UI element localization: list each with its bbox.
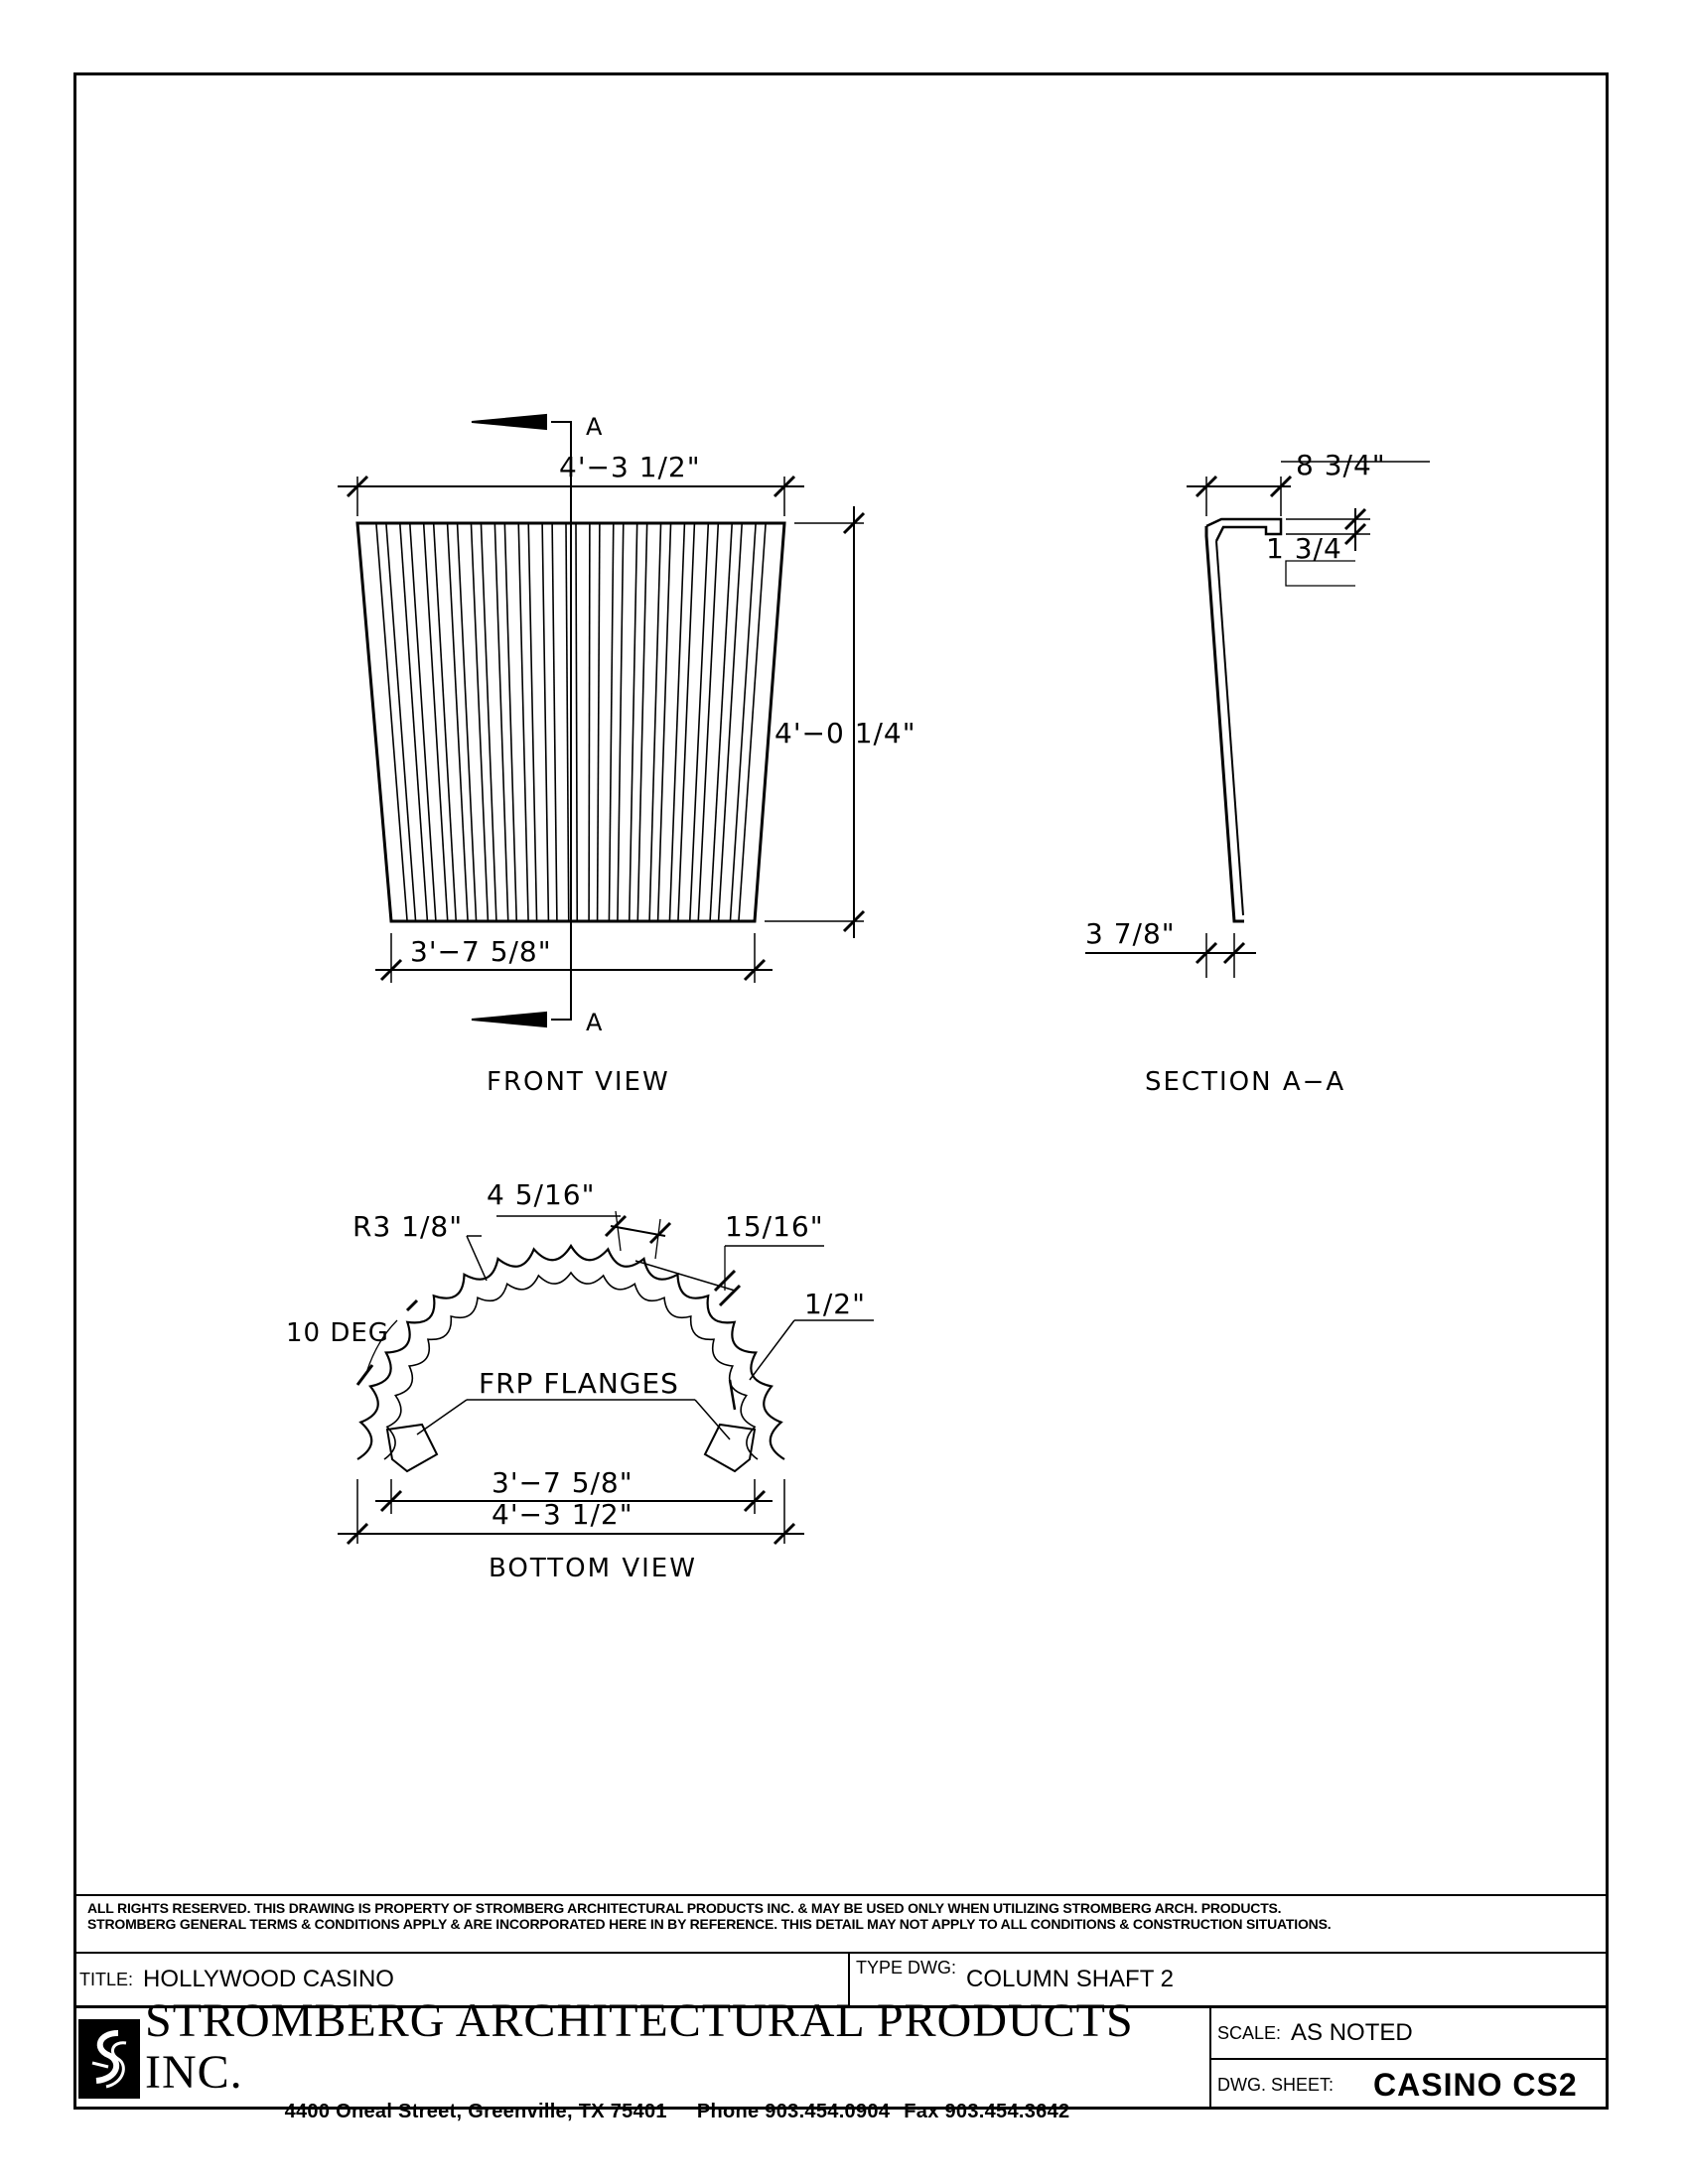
section-marker-top: A bbox=[586, 413, 603, 441]
company-address: 4400 Oneal Street, Greenville, TX 75401 bbox=[284, 2100, 667, 2122]
dim-label-height: 4'−0 1/4" bbox=[774, 717, 916, 750]
copyright-notice bbox=[73, 1894, 1609, 1950]
section-arrow-top bbox=[472, 415, 546, 429]
company-phone: Phone 903.454.0904 bbox=[696, 2100, 891, 2122]
scale-value: AS NOTED bbox=[1291, 2019, 1413, 2046]
company-contact bbox=[285, 2101, 1070, 2123]
copyright-notice-line-2: STROMBERG GENERAL TERMS & CONDITIONS APPLY & ARE INCORPORATED HERE IN BY REFERENCE. THIS DETAIL MAY NOT APPLY TO ALL CONDITIONS & CONSTRUCTION SITUATIONS. bbox=[87, 1916, 1332, 1932]
flute-line bbox=[609, 523, 613, 921]
section-arrow-bottom bbox=[472, 1013, 546, 1026]
type-dwg-value: COLUMN SHAFT 2 bbox=[966, 1966, 1174, 1992]
flute-line bbox=[710, 523, 732, 921]
dim-label-bottom-offset: 3 7/8" bbox=[1085, 917, 1176, 950]
dim-label-flute-pitch: 4 5/16" bbox=[487, 1178, 596, 1211]
dim-label-flange-depth: 1 3/4 bbox=[1266, 532, 1342, 565]
flute-line bbox=[448, 523, 469, 921]
flute-line bbox=[719, 523, 743, 921]
flute-line bbox=[637, 523, 646, 921]
section-view-label: SECTION A−A bbox=[1145, 1067, 1346, 1097]
dim-label-bottom-inner-width: 3'−7 5/8" bbox=[492, 1466, 633, 1499]
flute-line bbox=[630, 523, 637, 921]
flute-line bbox=[566, 523, 569, 921]
dim-label-bottom-outer-width: 4'−3 1/2" bbox=[492, 1498, 633, 1531]
logo-cell bbox=[73, 2008, 145, 2110]
title-label: TITLE: bbox=[79, 1969, 134, 1989]
flute-line bbox=[386, 523, 416, 921]
bottom-view-outer-scallops bbox=[357, 1246, 784, 1459]
dim-label-flange-width: 8 3/4" bbox=[1296, 449, 1386, 481]
dim-label-bottom-width: 3'−7 5/8" bbox=[410, 935, 552, 968]
sheet-row bbox=[1211, 2060, 1609, 2110]
front-view-label: FRONT VIEW bbox=[487, 1067, 670, 1097]
flute-line bbox=[552, 523, 557, 921]
dim-label-top-width: 4'−3 1/2" bbox=[559, 451, 701, 483]
flute-line bbox=[518, 523, 528, 921]
sheet-label: DWG. SHEET: bbox=[1217, 2074, 1335, 2095]
company-row bbox=[73, 1993, 1609, 2122]
company-name: STROMBERG ARCHITECTURAL PRODUCTS INC. bbox=[145, 1993, 1134, 2099]
flute-line bbox=[698, 523, 718, 921]
section-a-a-view bbox=[1085, 462, 1430, 978]
flute-line bbox=[542, 523, 548, 921]
flute-line bbox=[618, 523, 624, 921]
type-dwg-label: TYPE DWG: bbox=[856, 1958, 957, 1978]
flute-line bbox=[589, 523, 590, 921]
dim-label-radius: R3 1/8" bbox=[352, 1210, 464, 1243]
flute-line bbox=[481, 523, 495, 921]
stromberg-logo-icon bbox=[78, 2019, 140, 2099]
dim-label-thickness: 1/2" bbox=[804, 1288, 866, 1320]
section-marker-bottom: A bbox=[586, 1009, 603, 1036]
frp-flanges-note: FRP FLANGES bbox=[479, 1367, 679, 1400]
flute-line bbox=[434, 523, 457, 921]
scale-sheet-cell bbox=[1211, 2008, 1609, 2110]
flute-line bbox=[598, 523, 600, 921]
company-cell bbox=[145, 1993, 1211, 2122]
flute-line bbox=[424, 523, 448, 921]
scallop-ring bbox=[357, 1246, 784, 1459]
scale-row bbox=[1211, 2008, 1609, 2060]
flute-line bbox=[376, 523, 407, 921]
scallop-ring bbox=[384, 1273, 758, 1459]
company-fax: Fax 903.454.3642 bbox=[904, 2100, 1070, 2122]
dim-label-angle: 10 DEG bbox=[286, 1318, 389, 1348]
project-title: HOLLYWOOD CASINO bbox=[143, 1966, 394, 1992]
flute-line bbox=[576, 523, 577, 921]
scale-label: SCALE: bbox=[1217, 2022, 1282, 2043]
copyright-notice-line-1: ALL RIGHTS RESERVED. THIS DRAWING IS PROPERTY OF STROMBERG ARCHITECTURAL PRODUCTS INC. & MAY BE USED ONLY WHEN UTILIZING STROMBERG ARCH. PRODUCTS. bbox=[87, 1900, 1282, 1916]
flute-line bbox=[528, 523, 536, 921]
sheet-number: CASINO CS2 bbox=[1373, 2066, 1578, 2103]
bottom-view-label: BOTTOM VIEW bbox=[489, 1554, 697, 1583]
flute-line bbox=[669, 523, 684, 921]
section-arrow-bottom-leader bbox=[551, 1005, 571, 1020]
section-arrow-top-leader bbox=[551, 422, 571, 437]
bottom-view-inner-scallops bbox=[384, 1273, 758, 1459]
dim-label-flute-depth: 15/16" bbox=[725, 1210, 824, 1243]
